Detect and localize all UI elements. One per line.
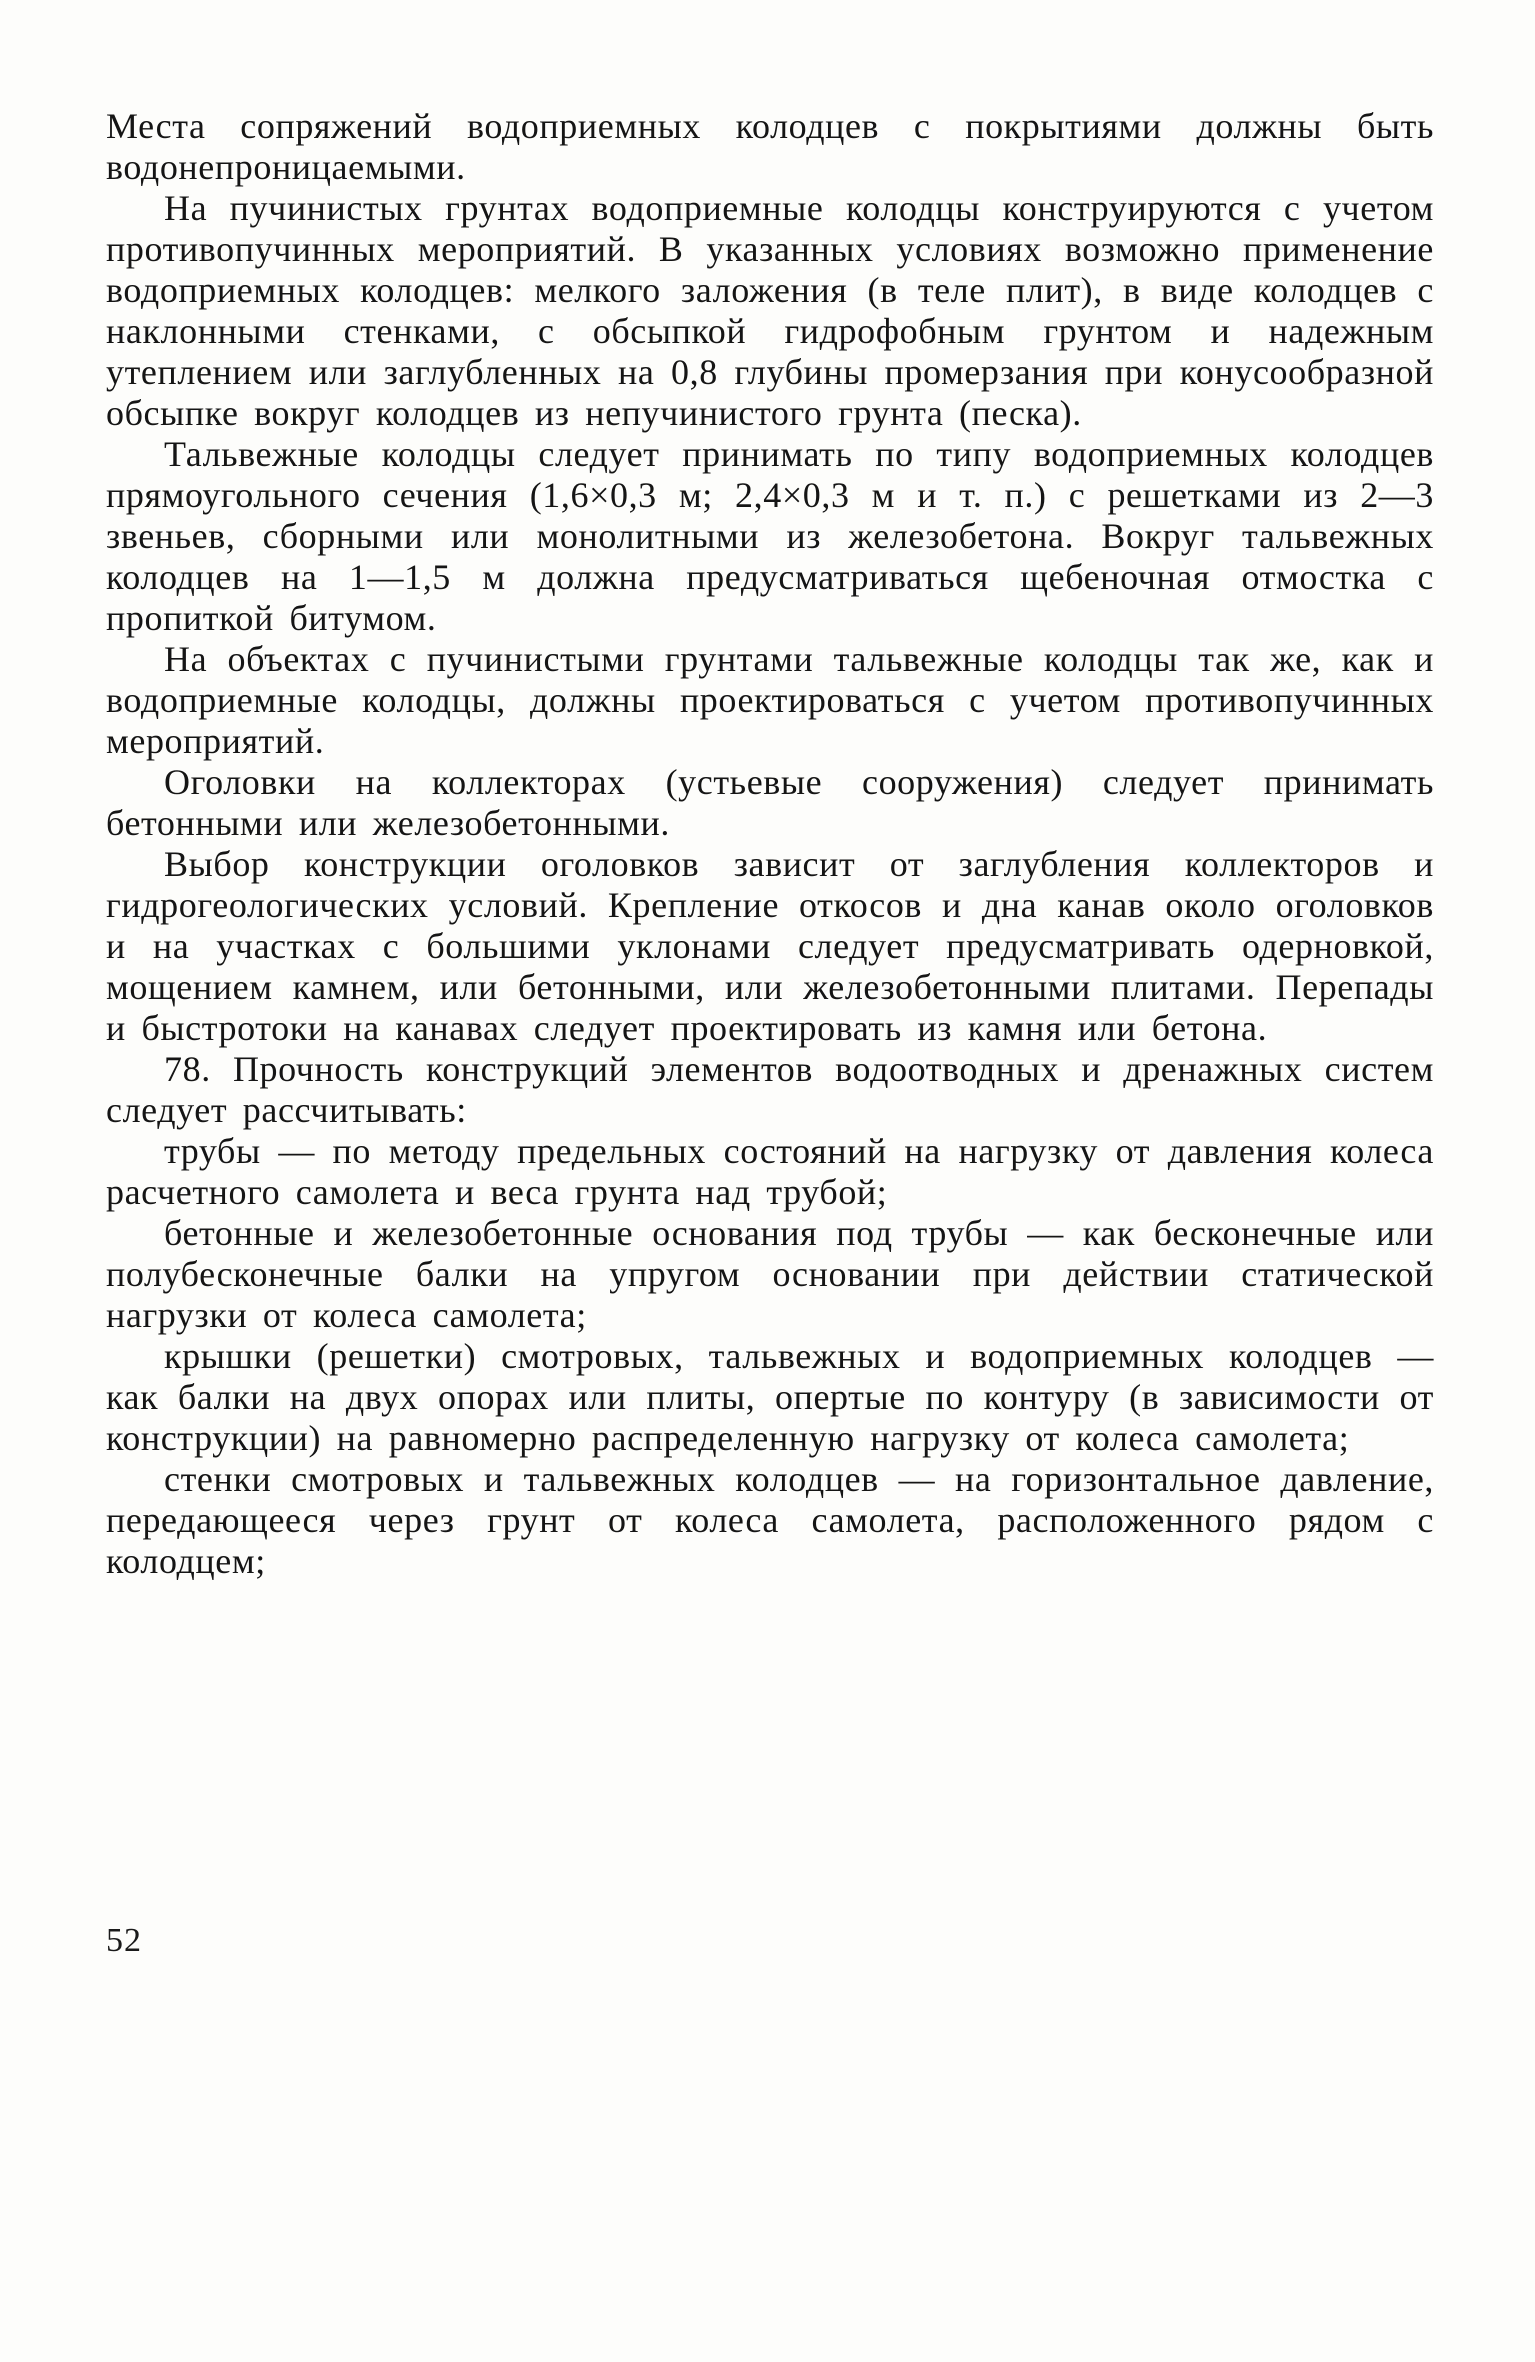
paragraph-4: На объектах с пучинистыми грунтами тальвежные колодцы так же, как и водоприемные колодцы, должны проектироваться с учетом противопучинных мероприятий.: [106, 639, 1434, 761]
paragraph-2: На пучинистых грунтах водоприемные колодцы конструируются с учетом противопучинных мероприятий. В указанных условиях возможно применение водоприемных колодцев: мелкого заложения (в теле плит), в виде колодцев с наклонными стенками, с обсыпкой гидрофобным грунтом и надежным утеплением или заглубленных на 0,8 глубины промерзания при конусообразной обсыпке вокруг колодцев из непучинистого грунта (песка).: [106, 188, 1434, 433]
paragraph-8-pipes-clause: трубы — по методу предельных состояний на нагрузку от давления колеса расчетного самолета и веса грунта над трубой;: [106, 1131, 1434, 1212]
page-number: 52: [106, 1922, 142, 1959]
paragraph-10-covers-clause: крышки (решетки) смотровых, тальвежных и водоприемных колодцев — как балки на двух опорах или плиты, опертые по контуру (в зависимости от конструкции) на равномерно распределенную нагрузку от колеса самолета;: [106, 1336, 1434, 1458]
paragraph-6: Выбор конструкции оголовков зависит от заглубления коллекторов и гидрогеологических условий. Крепление откосов и дна канав около оголовков и на участках с большими уклонами следует предусматривать одерновкой, мощением камнем, или бетонными, или железобетонными плитами. Перепады и быстротоки на канавах следует проектировать из камня или бетона.: [106, 844, 1434, 1048]
paragraph-11-walls-clause: стенки смотровых и тальвежных колодцев — на горизонтальное давление, передающееся через грунт от колеса самолета, расположенного рядом с колодцем;: [106, 1459, 1434, 1581]
paragraph-7-item-78: 78. Прочность конструкций элементов водоотводных и дренажных систем следует рассчитывать:: [106, 1049, 1434, 1130]
paragraph-5: Оголовки на коллекторах (устьевые сооружения) следует принимать бетонными или железобетонными.: [106, 762, 1434, 843]
paragraph-1: Места сопряжений водоприемных колодцев с покрытиями должны быть водонепроницаемыми.: [106, 106, 1434, 187]
paragraph-9-foundations-clause: бетонные и железобетонные основания под трубы — как бесконечные или полубесконечные балки на упругом основании при действии статической нагрузки от колеса самолета;: [106, 1213, 1434, 1335]
paragraph-3: Тальвежные колодцы следует принимать по типу водоприемных колодцев прямоугольного сечения (1,6×0,3 м; 2,4×0,3 м и т. п.) с решетками из 2—3 звеньев, сборными или монолитными из железобетона. Вокруг тальвежных колодцев на 1—1,5 м должна предусматриваться щебеночная отмостка с пропиткой битумом.: [106, 434, 1434, 638]
body-text-column: [106, 106, 1434, 1582]
